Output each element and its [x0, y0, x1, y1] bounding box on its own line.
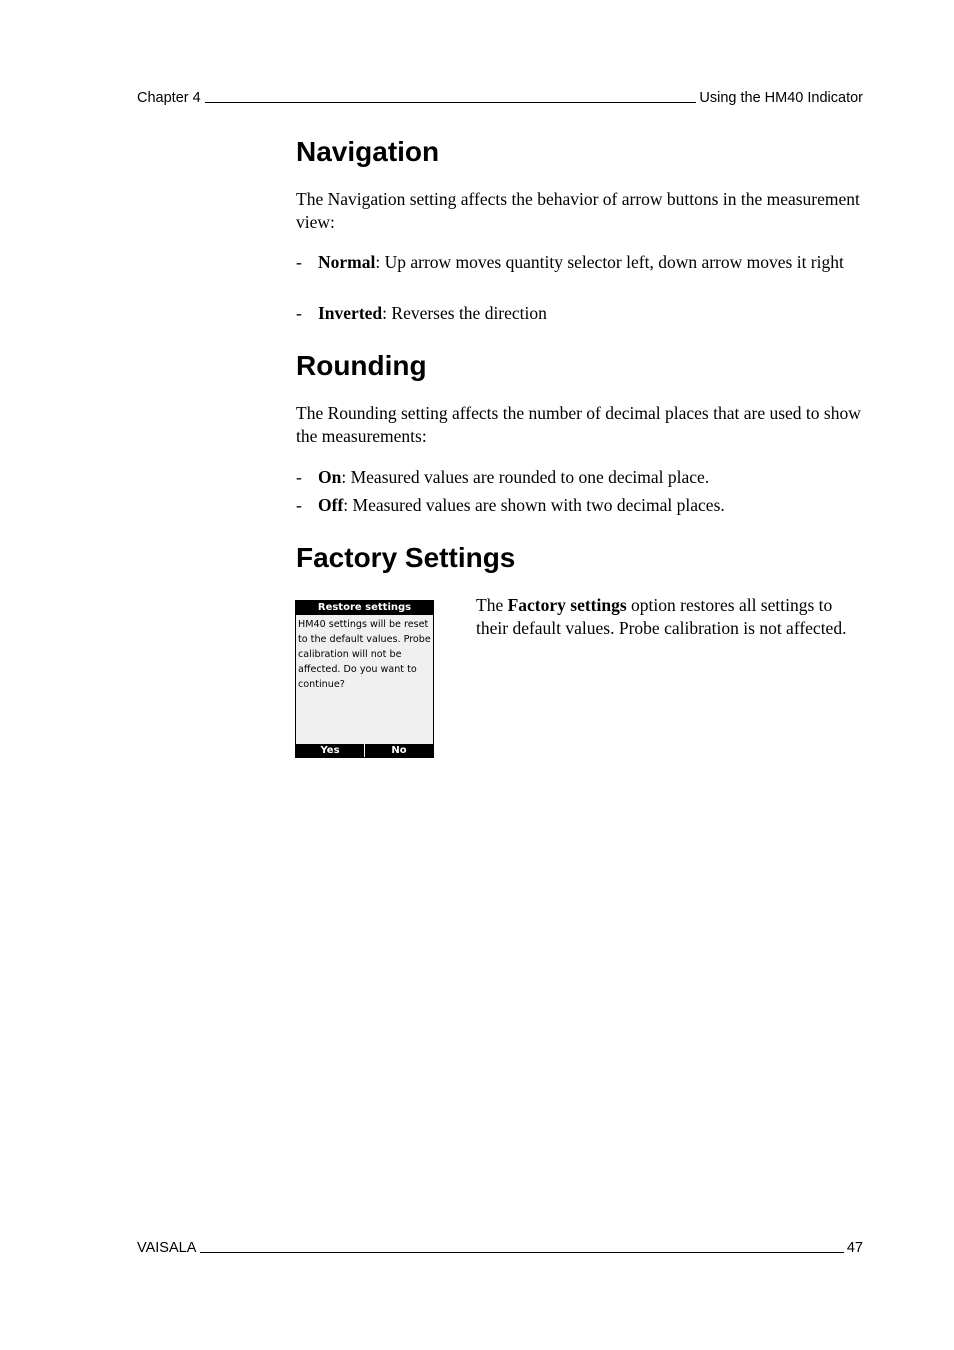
bullet-term: Off	[318, 495, 344, 515]
rounding-intro: The Rounding setting affects the number of decimal places that are used to show the measurements:	[296, 403, 861, 446]
screen-line: calibration will not be	[298, 649, 402, 660]
screen-line: affected. Do you want to	[298, 664, 417, 675]
yes-button: Yes	[320, 745, 340, 756]
heading-rounding: Rounding	[296, 350, 427, 381]
bullet-term: Normal	[318, 252, 376, 272]
text-run: option restores all settings to their default values. Probe calibration is not affected.	[476, 595, 847, 638]
header-chapter: Chapter 4	[137, 90, 201, 106]
screen-softkeys	[296, 744, 433, 757]
bullet-term: Inverted	[318, 303, 383, 323]
page-footer	[137, 1240, 863, 1256]
screen-message	[298, 617, 432, 692]
restore-settings-screen	[295, 600, 434, 758]
screen-line: continue?	[298, 679, 345, 690]
screen-title: Restore settings	[296, 601, 433, 615]
bullet-desc: : Measured values are rounded to one decimal place.	[341, 467, 710, 487]
heading-factory-settings: Factory Settings	[296, 542, 516, 573]
footer-rule	[200, 1252, 843, 1253]
page-header	[137, 90, 863, 106]
bullet-desc: : Measured values are shown with two decimal places.	[343, 495, 725, 515]
page-number: 47	[846, 1240, 863, 1256]
text-run: The	[476, 595, 508, 615]
no-button: No	[364, 744, 433, 757]
text-bold: Factory settings	[507, 595, 627, 615]
factory-settings-description	[476, 594, 856, 639]
header-title: Using the HM40 Indicator	[699, 90, 863, 106]
header-rule	[205, 102, 697, 103]
screen-line: to the default values. Probe	[298, 634, 431, 645]
screen-line: HM40 settings will be reset	[298, 619, 429, 630]
bullet-desc: : Up arrow moves quantity selector left, down arrow moves it right	[375, 252, 844, 272]
navigation-intro: The Navigation setting affects the behavior of arrow buttons in the measurement view:	[296, 189, 860, 232]
heading-navigation: Navigation	[296, 136, 440, 167]
bullet-term: On	[318, 467, 342, 487]
bullet-desc: : Reverses the direction	[382, 303, 547, 323]
footer-company: VAISALA	[137, 1240, 197, 1256]
